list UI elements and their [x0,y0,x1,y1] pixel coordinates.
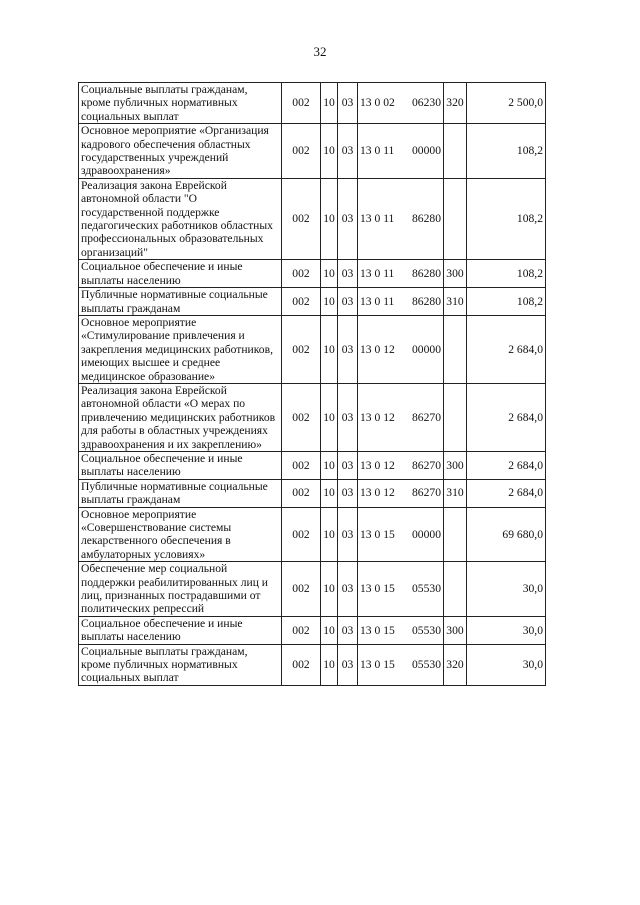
row-name-cell: Социальные выплаты гражданам, кроме публичных нормативных социальных выплат [79,83,282,124]
row-subsection-cell: 03 [338,507,358,562]
row-admin-code-cell: 002 [282,315,321,383]
table-row [79,562,546,617]
row-amount-cell: 2 500,0 [466,83,545,124]
row-subsection-cell: 03 [338,83,358,124]
row-amount-cell: 2 684,0 [466,451,545,479]
row-expense-type-cell: 300 [443,616,466,644]
row-expense-type-cell: 310 [443,479,466,507]
row-amount-cell: 2 684,0 [466,479,545,507]
table-row [79,178,546,259]
target-article-direction: 86270 [412,486,441,500]
row-amount-cell: 108,2 [466,178,545,259]
row-subsection-cell: 03 [338,451,358,479]
row-target-article-cell [358,451,444,479]
row-expense-type-cell: 300 [443,260,466,288]
row-name-cell: Социальное обеспечение и иные выплаты населению [79,451,282,479]
row-expense-type-cell [443,507,466,562]
target-article-program: 13 0 15 [360,658,395,672]
row-expense-type-cell [443,178,466,259]
row-admin-code-cell: 002 [282,616,321,644]
target-article-direction: 00000 [412,144,441,158]
page-number: 32 [313,44,327,59]
row-target-article-cell [358,562,444,617]
row-amount-cell: 30,0 [466,644,545,685]
table-row [79,260,546,288]
table-row [79,479,546,507]
row-name-cell: Публичные нормативные социальные выплаты гражданам [79,479,282,507]
target-article-program: 13 0 11 [360,266,395,280]
target-article-direction: 86270 [412,458,441,472]
target-article-program: 13 0 12 [360,458,395,472]
row-subsection-cell: 03 [338,562,358,617]
row-expense-type-cell [443,315,466,383]
row-subsection-cell: 03 [338,178,358,259]
row-target-article-cell [358,260,444,288]
row-name-cell: Основное мероприятие «Организация кадрового обеспечения областных государственных учреждений здравоохранения» [79,124,282,179]
row-subsection-cell: 03 [338,124,358,179]
target-article-program: 13 0 15 [360,582,395,596]
row-section-cell: 10 [321,124,338,179]
row-subsection-cell: 03 [338,288,358,316]
target-article-direction: 00000 [412,527,441,541]
table-row [79,616,546,644]
row-section-cell: 10 [321,260,338,288]
table-row [79,383,546,451]
row-subsection-cell: 03 [338,315,358,383]
target-article-program: 13 0 12 [360,410,395,424]
row-section-cell: 10 [321,178,338,259]
row-section-cell: 10 [321,507,338,562]
target-article-program: 13 0 12 [360,342,395,356]
table-row [79,507,546,562]
row-admin-code-cell: 002 [282,83,321,124]
target-article-direction: 05530 [412,623,441,637]
row-name-cell: Основное мероприятие «Совершенствование системы лекарственного обеспечения в амбулаторных условиях» [79,507,282,562]
row-target-article-cell [358,616,444,644]
target-article-program: 13 0 02 [360,96,395,110]
row-admin-code-cell: 002 [282,288,321,316]
target-article-direction: 05530 [412,582,441,596]
row-admin-code-cell: 002 [282,562,321,617]
row-section-cell: 10 [321,288,338,316]
row-section-cell: 10 [321,315,338,383]
row-target-article-cell [358,288,444,316]
table-row [79,83,546,124]
row-amount-cell: 108,2 [466,260,545,288]
row-amount-cell: 69 680,0 [466,507,545,562]
row-target-article-cell [358,644,444,685]
row-target-article-cell [358,178,444,259]
row-name-cell: Социальное обеспечение и иные выплаты населению [79,260,282,288]
row-subsection-cell: 03 [338,616,358,644]
target-article-program: 13 0 11 [360,212,395,226]
row-section-cell: 10 [321,479,338,507]
row-name-cell: Публичные нормативные социальные выплаты гражданам [79,288,282,316]
row-subsection-cell: 03 [338,479,358,507]
row-amount-cell: 30,0 [466,562,545,617]
budget-table-body [79,83,546,686]
row-amount-cell: 30,0 [466,616,545,644]
table-row [79,451,546,479]
table-row [79,315,546,383]
target-article-direction: 86280 [412,266,441,280]
row-admin-code-cell: 002 [282,644,321,685]
row-admin-code-cell: 002 [282,479,321,507]
target-article-program: 13 0 11 [360,144,395,158]
target-article-direction: 86280 [412,294,441,308]
row-target-article-cell [358,507,444,562]
row-expense-type-cell [443,383,466,451]
row-amount-cell: 108,2 [466,288,545,316]
row-section-cell: 10 [321,644,338,685]
row-name-cell: Обеспечение мер социальной поддержки реабилитированных лиц и лиц, признанных пострадавшими от политических репрессий [79,562,282,617]
table-row [79,288,546,316]
row-name-cell: Социальное обеспечение и иные выплаты населению [79,616,282,644]
row-expense-type-cell: 310 [443,288,466,316]
row-amount-cell: 2 684,0 [466,315,545,383]
row-target-article-cell [358,479,444,507]
row-admin-code-cell: 002 [282,507,321,562]
target-article-direction: 06230 [412,96,441,110]
row-amount-cell: 108,2 [466,124,545,179]
row-expense-type-cell: 320 [443,83,466,124]
table-row [79,124,546,179]
row-subsection-cell: 03 [338,383,358,451]
row-section-cell: 10 [321,616,338,644]
row-admin-code-cell: 002 [282,124,321,179]
row-section-cell: 10 [321,451,338,479]
row-target-article-cell [358,383,444,451]
target-article-program: 13 0 12 [360,486,395,500]
row-admin-code-cell: 002 [282,260,321,288]
row-section-cell: 10 [321,83,338,124]
row-name-cell: Основное мероприятие «Стимулирование привлечения и закрепления медицинских работников, имеющих высшее и среднее медицинское образование» [79,315,282,383]
row-admin-code-cell: 002 [282,451,321,479]
target-article-program: 13 0 11 [360,294,395,308]
target-article-direction: 05530 [412,658,441,672]
target-article-program: 13 0 15 [360,623,395,637]
row-expense-type-cell [443,562,466,617]
row-name-cell: Социальные выплаты гражданам, кроме публичных нормативных социальных выплат [79,644,282,685]
row-target-article-cell [358,315,444,383]
row-admin-code-cell: 002 [282,178,321,259]
row-target-article-cell [358,83,444,124]
row-subsection-cell: 03 [338,260,358,288]
row-target-article-cell [358,124,444,179]
target-article-program: 13 0 15 [360,527,395,541]
row-amount-cell: 2 684,0 [466,383,545,451]
budget-table [78,82,546,686]
target-article-direction: 86280 [412,212,441,226]
row-expense-type-cell: 320 [443,644,466,685]
target-article-direction: 86270 [412,410,441,424]
row-expense-type-cell [443,124,466,179]
row-expense-type-cell: 300 [443,451,466,479]
row-admin-code-cell: 002 [282,383,321,451]
row-name-cell: Реализация закона Еврейской автономной области «О мерах по привлечению медицинских работников для работы в областных учреждениях здравоохранения и их закреплению» [79,383,282,451]
row-name-cell: Реализация закона Еврейской автономной области "О государственной поддержке педагогических работников областных профессиональных образовательных организаций" [79,178,282,259]
row-section-cell: 10 [321,562,338,617]
target-article-direction: 00000 [412,342,441,356]
row-subsection-cell: 03 [338,644,358,685]
table-row [79,644,546,685]
row-section-cell: 10 [321,383,338,451]
